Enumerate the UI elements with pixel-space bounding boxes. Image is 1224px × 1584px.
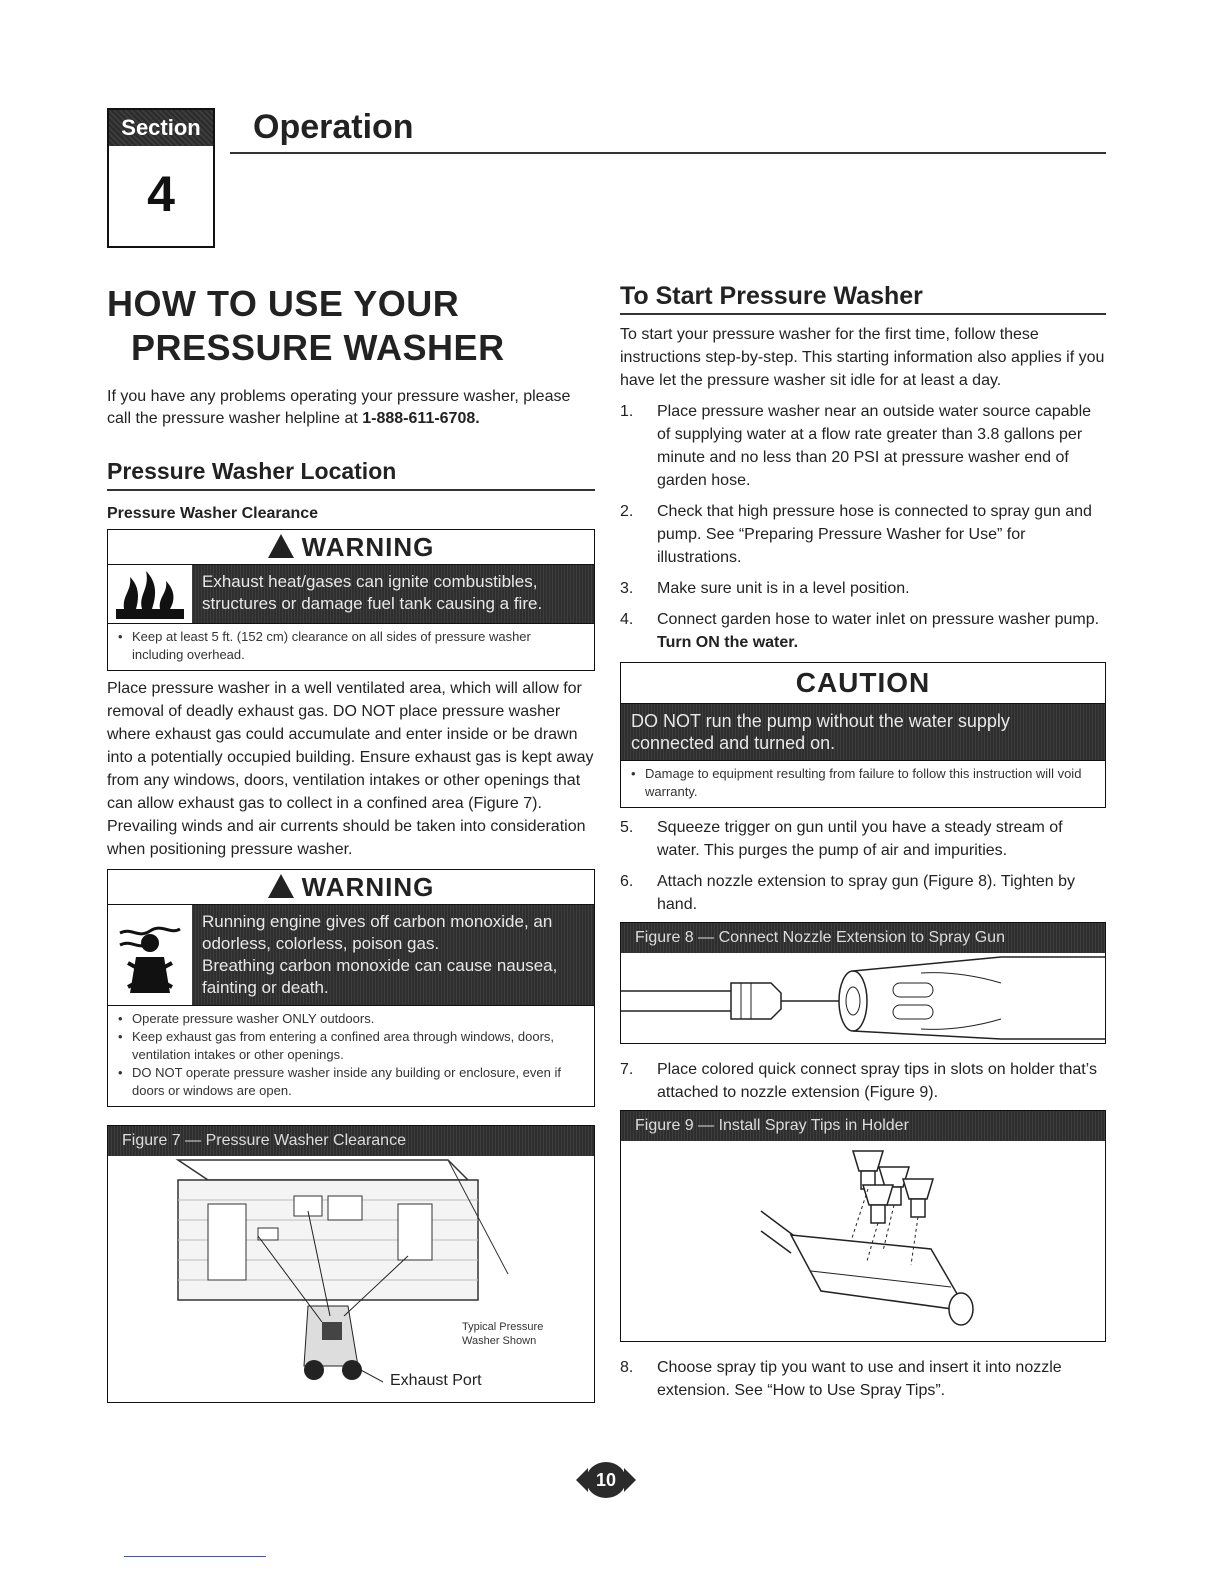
step-text (657, 608, 1106, 654)
footer-rule (124, 1556, 266, 1557)
helpline-number: 1-888-611-6708. (362, 410, 480, 427)
caution-label: CAUTION (795, 667, 931, 698)
left-column (107, 282, 595, 1403)
step-item (620, 870, 1106, 916)
warning-band-line1: Running engine gives off carbon monoxide, an odorless, colorless, poison gas. (202, 912, 553, 953)
warning-header (108, 530, 594, 564)
step-text: Place pressure washer near an outside water source capable of supplying water at a flow rate greater than 3.8 gallons per minute and no less than 20 PSI at pressure washer end of garden hose. (657, 403, 1092, 489)
warning-header (108, 870, 594, 904)
warning-list-item: • DO NOT operate pressure washer inside any building or enclosure, even if doors or windows are open. (118, 1064, 584, 1100)
typical-label-line2: Washer Shown (462, 1335, 537, 1347)
step-item (620, 1356, 1106, 1402)
caution-band-text: DO NOT run the pump without the water supply connected and turned on. (621, 703, 1105, 761)
warning-band (108, 904, 594, 1006)
step-item (620, 400, 1106, 492)
step-text: Choose spray tip you want to use and insert it into nozzle extension. See “How to Use Spray Tips”. (657, 1359, 1062, 1399)
step-number: 8. (620, 1359, 634, 1376)
clearance-heading: Pressure Washer Clearance (107, 505, 319, 522)
figure-8 (620, 922, 1106, 1044)
step-number: 6. (620, 873, 634, 890)
step-text: Squeeze trigger on gun until you have a steady stream of water. This purges the pump of air and impurities. (657, 819, 1063, 859)
exhaust-port-label: Exhaust Port (390, 1372, 482, 1389)
fire-icon (108, 565, 192, 623)
toxic-fumes-icon (108, 905, 192, 1005)
step-item (620, 816, 1106, 862)
start-steps-continued (620, 816, 1106, 916)
intro-text: If you have any problems operating your pressure washer, please call the pressure washer helpline at (107, 388, 571, 427)
figure-caption: Figure 8 — Connect Nozzle Extension to Spray Gun (621, 923, 1105, 953)
start-heading: To Start Pressure Washer (620, 282, 1106, 315)
warning-band-text: Exhaust heat/gases can ignite combustibles, structures or damage fuel tank causing a fire. (192, 565, 594, 623)
step-number: 2. (620, 503, 634, 520)
step-number: 7. (620, 1061, 634, 1078)
typical-label (462, 1320, 543, 1348)
main-heading (107, 282, 595, 370)
start-steps-8 (620, 1356, 1106, 1402)
step-number: 4. (620, 611, 634, 628)
page-title: Operation (253, 108, 414, 146)
figure-caption: Figure 9 — Install Spray Tips in Holder (621, 1111, 1105, 1141)
caution-list (621, 761, 1105, 807)
step-text: Attach nozzle extension to spray gun (Figure 8). Tighten by hand. (657, 873, 1076, 913)
header-divider (230, 152, 1106, 154)
figure-caption: Figure 7 — Pressure Washer Clearance (108, 1126, 594, 1156)
start-intro: To start your pressure washer for the first time, follow these instructions step-by-step. This starting information also applies if you have let the pressure washer sit idle for at least a day. (620, 326, 1105, 389)
page-number-badge (576, 1460, 636, 1500)
main-heading-line2: PRESSURE WASHER (131, 327, 505, 368)
step-number: 5. (620, 819, 634, 836)
warning-box-co (107, 869, 595, 1107)
spray-tips-illustration (621, 1141, 1105, 1341)
step-item (620, 500, 1106, 569)
warning-list (108, 1006, 594, 1106)
main-heading-line1: HOW TO USE YOUR (107, 283, 460, 324)
warning-label: WARNING (301, 872, 435, 902)
step-text-bold: Turn ON the water. (657, 634, 799, 651)
caution-box (620, 662, 1106, 808)
step-item (620, 608, 1106, 654)
figure-7 (107, 1125, 595, 1403)
section-label: Section (109, 110, 213, 146)
section-number: 4 (147, 166, 175, 222)
location-paragraph: Place pressure washer in a well ventilated area, which will allow for removal of deadly exhaust gas. DO NOT place pressure washer where exhaust gas could accumulate and enter inside or be drawn into a potentially occupied building. Ensure exhaust gas is kept away from any windows, doors, ventilation intakes or other openings that can allow exhaust gas to collect in a confined area (Figure 7). Prevailing winds and air currents should be taken into consideration when positioning pressure washer. (107, 680, 594, 858)
warning-triangle-icon (268, 874, 294, 898)
caution-list-item: • Damage to equipment resulting from failure to follow this instruction will void warranty. (631, 765, 1095, 801)
right-column (620, 282, 1106, 1410)
section-badge (107, 108, 215, 248)
warning-label: WARNING (301, 532, 435, 562)
warning-band-line2: Breathing carbon monoxide can cause nausea, fainting or death. (202, 956, 558, 997)
step-number: 1. (620, 403, 634, 420)
warning-list (108, 624, 594, 670)
step-text: Make sure unit is in a level position. (657, 580, 910, 597)
warning-triangle-icon (268, 534, 294, 558)
warning-band (108, 564, 594, 624)
step-text: Place colored quick connect spray tips in slots on holder that’s attached to nozzle extension (Figure 9). (657, 1061, 1097, 1101)
warning-box-fire (107, 529, 595, 671)
page-number: 10 (595, 1470, 617, 1490)
step-item (620, 1058, 1106, 1104)
intro-paragraph (107, 386, 595, 430)
nozzle-extension-illustration (621, 953, 1105, 1043)
step-text-plain: Connect garden hose to water inlet on pressure washer pump. (657, 611, 1100, 628)
step-text: Check that high pressure hose is connected to spray gun and pump. See “Preparing Pressure Washer for Use” for illustrations. (657, 503, 1092, 566)
start-steps (620, 400, 1106, 654)
typical-label-line1: Typical Pressure (462, 1321, 544, 1333)
start-steps-7 (620, 1058, 1106, 1104)
warning-band-text (192, 905, 594, 1005)
step-number: 3. (620, 580, 634, 597)
step-item (620, 577, 1106, 600)
location-heading: Pressure Washer Location (107, 458, 595, 491)
house-illustration (108, 1156, 593, 1402)
warning-list-item: • Operate pressure washer ONLY outdoors. (118, 1010, 584, 1028)
warning-list-item: • Keep exhaust gas from entering a confined area through windows, doors, ventilation intakes or other openings. (118, 1028, 584, 1064)
warning-list-item: • Keep at least 5 ft. (152 cm) clearance on all sides of pressure washer including overhead. (118, 628, 584, 664)
figure-9 (620, 1110, 1106, 1342)
